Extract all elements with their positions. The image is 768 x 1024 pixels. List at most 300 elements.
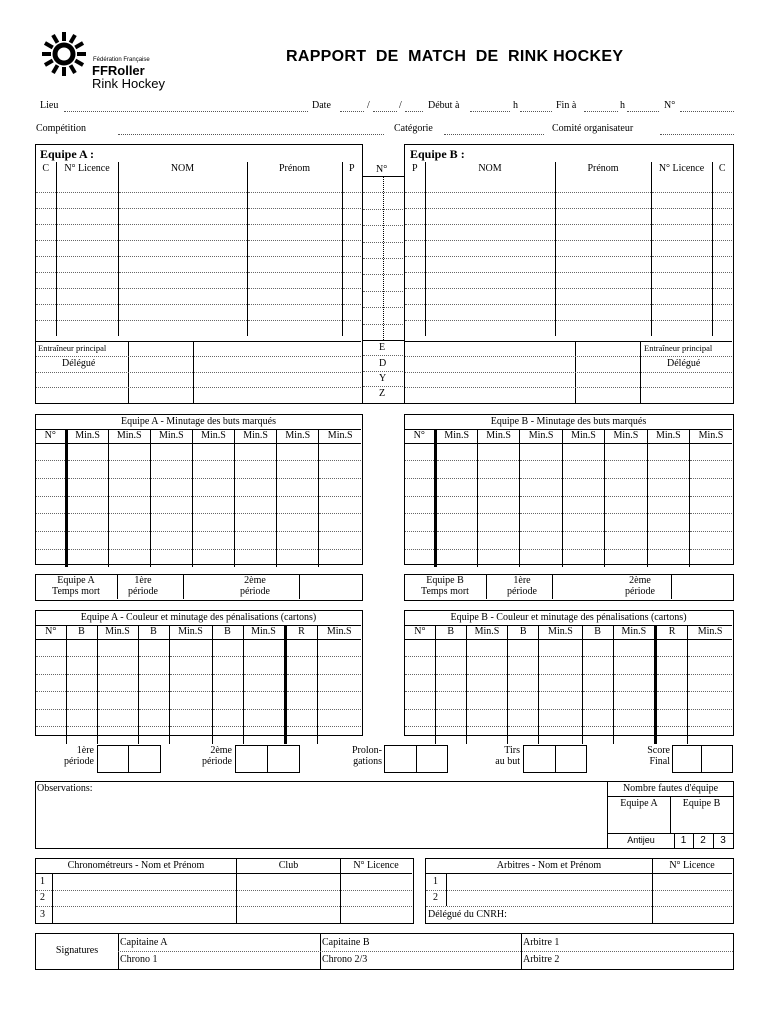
penalties-cell[interactable] (613, 639, 655, 657)
antijeu-1[interactable]: 1 (680, 835, 687, 846)
goals-cell[interactable] (150, 443, 192, 461)
date-month-field[interactable] (373, 111, 397, 112)
roster-cell[interactable] (56, 304, 118, 320)
score-final-a[interactable] (672, 745, 702, 773)
penalties-cell[interactable] (688, 657, 732, 675)
roster-cell[interactable] (56, 288, 118, 304)
roster-cell[interactable] (425, 224, 555, 240)
goals-row[interactable] (405, 531, 732, 549)
penalties-cell[interactable] (508, 639, 539, 657)
goals-cell[interactable] (562, 531, 604, 549)
roster-cell[interactable] (651, 224, 712, 240)
goals-row[interactable] (36, 478, 361, 496)
goals-cell[interactable] (435, 461, 477, 479)
goals-cell[interactable] (477, 496, 519, 514)
roster-row[interactable] (405, 224, 732, 240)
penalties-cell[interactable] (138, 692, 169, 710)
goals-cell[interactable] (520, 478, 562, 496)
penalties-cell[interactable] (36, 674, 66, 692)
penalties-cell[interactable] (169, 674, 212, 692)
goals-cell[interactable] (477, 514, 519, 532)
team-b-goals-table[interactable] (405, 429, 732, 567)
goals-cell[interactable] (36, 531, 66, 549)
penalties-row[interactable] (36, 657, 361, 675)
goals-cell[interactable] (150, 478, 192, 496)
roster-cell[interactable] (712, 192, 732, 208)
penalties-row[interactable] (405, 639, 732, 657)
goals-cell[interactable] (520, 514, 562, 532)
penalties-row[interactable] (405, 674, 732, 692)
goals-cell[interactable] (192, 461, 234, 479)
goals-cell[interactable] (277, 531, 319, 549)
goals-cell[interactable] (647, 461, 689, 479)
roster-cell[interactable] (555, 176, 651, 192)
roster-cell[interactable] (712, 272, 732, 288)
goals-cell[interactable] (36, 443, 66, 461)
roster-cell[interactable] (118, 272, 247, 288)
penalties-cell[interactable] (243, 657, 285, 675)
penalties-cell[interactable] (97, 692, 138, 710)
goals-cell[interactable] (192, 478, 234, 496)
goals-row[interactable] (36, 496, 361, 514)
goals-cell[interactable] (319, 478, 361, 496)
roster-row[interactable] (405, 176, 732, 192)
roster-cell[interactable] (342, 304, 361, 320)
penalties-cell[interactable] (405, 674, 435, 692)
roster-cell[interactable] (712, 320, 732, 336)
roster-row[interactable] (405, 272, 732, 288)
signature-chrono-23[interactable]: Chrono 2/3 (322, 954, 368, 965)
roster-cell[interactable] (342, 224, 361, 240)
roster-cell[interactable] (405, 208, 425, 224)
penalties-cell[interactable] (582, 674, 613, 692)
goals-row[interactable] (405, 496, 732, 514)
penalties-cell[interactable] (36, 657, 66, 675)
penalties-cell[interactable] (317, 709, 361, 727)
penalties-cell[interactable] (66, 674, 97, 692)
roster-row[interactable] (36, 304, 361, 320)
date-year-field[interactable] (405, 111, 423, 112)
roster-cell[interactable] (651, 272, 712, 288)
roster-cell[interactable] (342, 288, 361, 304)
goals-row[interactable] (36, 531, 361, 549)
goals-cell[interactable] (435, 531, 477, 549)
roster-cell[interactable] (405, 288, 425, 304)
goals-cell[interactable] (66, 461, 108, 479)
goals-cell[interactable] (319, 531, 361, 549)
goals-cell[interactable] (435, 549, 477, 567)
penalties-cell[interactable] (138, 639, 169, 657)
roster-cell[interactable] (425, 304, 555, 320)
score-p1-a[interactable] (97, 745, 129, 773)
team-a-rows[interactable] (36, 176, 361, 336)
penalties-cell[interactable] (212, 639, 243, 657)
penalties-cell[interactable] (243, 639, 285, 657)
penalties-cell[interactable] (435, 727, 466, 745)
roster-cell[interactable] (247, 240, 342, 256)
roster-cell[interactable] (36, 224, 56, 240)
roster-cell[interactable] (651, 288, 712, 304)
goals-cell[interactable] (405, 514, 435, 532)
middle-number-rows[interactable] (363, 176, 405, 340)
goals-cell[interactable] (36, 496, 66, 514)
penalties-cell[interactable] (97, 709, 138, 727)
roster-cell[interactable] (651, 304, 712, 320)
goals-cell[interactable] (235, 478, 277, 496)
goals-cell[interactable] (562, 514, 604, 532)
penalties-row[interactable] (36, 639, 361, 657)
penalties-cell[interactable] (212, 674, 243, 692)
goals-cell[interactable] (405, 496, 435, 514)
roster-cell[interactable] (405, 224, 425, 240)
lieu-field[interactable] (64, 111, 308, 112)
roster-cell[interactable] (118, 208, 247, 224)
roster-cell[interactable] (247, 176, 342, 192)
goals-cell[interactable] (66, 478, 108, 496)
goals-cell[interactable] (319, 496, 361, 514)
penalties-cell[interactable] (613, 657, 655, 675)
score-p1-b[interactable] (128, 745, 161, 773)
roster-cell[interactable] (247, 320, 342, 336)
goals-cell[interactable] (319, 461, 361, 479)
goals-cell[interactable] (277, 496, 319, 514)
goals-cell[interactable] (477, 531, 519, 549)
penalties-cell[interactable] (285, 727, 317, 745)
penalties-cell[interactable] (212, 709, 243, 727)
roster-cell[interactable] (712, 288, 732, 304)
penalties-cell[interactable] (169, 657, 212, 675)
observations-box[interactable] (35, 781, 734, 849)
goals-cell[interactable] (647, 496, 689, 514)
signature-arbitre-1[interactable]: Arbitre 1 (523, 937, 560, 948)
goals-cell[interactable] (647, 443, 689, 461)
roster-cell[interactable] (425, 272, 555, 288)
penalties-cell[interactable] (435, 657, 466, 675)
penalties-cell[interactable] (688, 709, 732, 727)
penalties-cell[interactable] (317, 657, 361, 675)
goals-cell[interactable] (477, 443, 519, 461)
penalties-row[interactable] (405, 657, 732, 675)
roster-cell[interactable] (405, 240, 425, 256)
roster-cell[interactable] (247, 288, 342, 304)
goals-cell[interactable] (108, 443, 150, 461)
penalties-cell[interactable] (405, 727, 435, 745)
goals-cell[interactable] (477, 549, 519, 567)
goals-cell[interactable] (562, 461, 604, 479)
score-final-b[interactable] (701, 745, 733, 773)
penalties-cell[interactable] (655, 639, 687, 657)
penalties-cell[interactable] (169, 709, 212, 727)
penalties-row[interactable] (36, 709, 361, 727)
penalties-cell[interactable] (66, 709, 97, 727)
roster-cell[interactable] (425, 320, 555, 336)
roster-cell[interactable] (555, 256, 651, 272)
penalties-cell[interactable] (688, 674, 732, 692)
goals-row[interactable] (405, 461, 732, 479)
penalties-cell[interactable] (243, 709, 285, 727)
goals-cell[interactable] (605, 514, 647, 532)
penalties-cell[interactable] (582, 657, 613, 675)
roster-cell[interactable] (712, 176, 732, 192)
roster-row[interactable] (405, 208, 732, 224)
signature-capitaine-b[interactable]: Capitaine B (322, 937, 370, 948)
roster-cell[interactable] (555, 240, 651, 256)
roster-cell[interactable] (712, 256, 732, 272)
goals-cell[interactable] (520, 461, 562, 479)
goals-cell[interactable] (235, 514, 277, 532)
penalties-cell[interactable] (36, 727, 66, 745)
goals-cell[interactable] (66, 514, 108, 532)
penalties-cell[interactable] (66, 639, 97, 657)
score-p2-a[interactable] (235, 745, 268, 773)
roster-cell[interactable] (118, 320, 247, 336)
goals-cell[interactable] (605, 531, 647, 549)
penalties-cell[interactable] (539, 674, 582, 692)
penalties-cell[interactable] (613, 692, 655, 710)
penalties-cell[interactable] (138, 674, 169, 692)
goals-cell[interactable] (690, 514, 732, 532)
team-b-penalties-table[interactable] (405, 625, 732, 744)
penalties-cell[interactable] (435, 639, 466, 657)
debut-min-field[interactable] (520, 111, 552, 112)
roster-row[interactable] (36, 320, 361, 336)
goals-cell[interactable] (435, 496, 477, 514)
penalties-cell[interactable] (508, 727, 539, 745)
fin-min-field[interactable] (627, 111, 659, 112)
goals-cell[interactable] (690, 531, 732, 549)
signature-arbitre-2[interactable]: Arbitre 2 (523, 954, 560, 965)
score-p2-b[interactable] (267, 745, 300, 773)
penalties-cell[interactable] (138, 657, 169, 675)
goals-cell[interactable] (235, 549, 277, 567)
goals-cell[interactable] (150, 549, 192, 567)
roster-cell[interactable] (118, 256, 247, 272)
score-prol-b[interactable] (416, 745, 448, 773)
roster-cell[interactable] (405, 272, 425, 288)
penalties-row[interactable] (36, 692, 361, 710)
penalties-cell[interactable] (466, 639, 507, 657)
goals-cell[interactable] (108, 531, 150, 549)
roster-cell[interactable] (247, 272, 342, 288)
roster-cell[interactable] (651, 256, 712, 272)
penalties-cell[interactable] (405, 692, 435, 710)
roster-cell[interactable] (56, 224, 118, 240)
goals-cell[interactable] (605, 461, 647, 479)
roster-cell[interactable] (651, 208, 712, 224)
goals-cell[interactable] (690, 549, 732, 567)
penalties-cell[interactable] (66, 657, 97, 675)
goals-cell[interactable] (435, 443, 477, 461)
roster-cell[interactable] (712, 224, 732, 240)
goals-cell[interactable] (520, 496, 562, 514)
roster-cell[interactable] (342, 176, 361, 192)
roster-cell[interactable] (118, 176, 247, 192)
penalties-cell[interactable] (539, 709, 582, 727)
penalties-cell[interactable] (212, 692, 243, 710)
roster-cell[interactable] (555, 208, 651, 224)
penalties-cell[interactable] (285, 692, 317, 710)
roster-row[interactable] (405, 256, 732, 272)
team-a-goals-table[interactable] (36, 429, 361, 567)
roster-cell[interactable] (405, 256, 425, 272)
roster-cell[interactable] (36, 240, 56, 256)
penalties-cell[interactable] (36, 709, 66, 727)
goals-cell[interactable] (108, 496, 150, 514)
penalties-cell[interactable] (138, 727, 169, 745)
goals-cell[interactable] (435, 514, 477, 532)
goals-cell[interactable] (66, 443, 108, 461)
roster-cell[interactable] (118, 192, 247, 208)
roster-cell[interactable] (36, 208, 56, 224)
roster-cell[interactable] (425, 192, 555, 208)
goals-cell[interactable] (562, 549, 604, 567)
roster-cell[interactable] (56, 176, 118, 192)
roster-cell[interactable] (247, 208, 342, 224)
penalties-cell[interactable] (317, 639, 361, 657)
roster-cell[interactable] (247, 256, 342, 272)
goals-cell[interactable] (108, 461, 150, 479)
roster-cell[interactable] (651, 320, 712, 336)
goals-cell[interactable] (520, 549, 562, 567)
roster-cell[interactable] (555, 304, 651, 320)
roster-cell[interactable] (712, 208, 732, 224)
roster-cell[interactable] (555, 320, 651, 336)
goals-cell[interactable] (605, 478, 647, 496)
team-b-rows[interactable] (405, 176, 732, 336)
goals-cell[interactable] (690, 461, 732, 479)
score-tirs-a[interactable] (523, 745, 556, 773)
penalties-cell[interactable] (466, 727, 507, 745)
debut-hour-field[interactable] (470, 111, 510, 112)
roster-cell[interactable] (712, 240, 732, 256)
roster-cell[interactable] (425, 240, 555, 256)
goals-row[interactable] (36, 461, 361, 479)
penalties-cell[interactable] (317, 727, 361, 745)
score-tirs-b[interactable] (555, 745, 587, 773)
penalties-cell[interactable] (688, 727, 732, 745)
penalties-cell[interactable] (97, 727, 138, 745)
penalties-cell[interactable] (466, 657, 507, 675)
penalties-cell[interactable] (688, 639, 732, 657)
penalties-cell[interactable] (97, 639, 138, 657)
roster-cell[interactable] (247, 224, 342, 240)
roster-cell[interactable] (405, 320, 425, 336)
goals-cell[interactable] (66, 496, 108, 514)
penalties-row[interactable] (405, 727, 732, 745)
penalties-cell[interactable] (285, 674, 317, 692)
goals-cell[interactable] (277, 461, 319, 479)
goals-cell[interactable] (520, 443, 562, 461)
roster-row[interactable] (36, 272, 361, 288)
penalties-cell[interactable] (655, 709, 687, 727)
penalties-cell[interactable] (466, 674, 507, 692)
penalties-cell[interactable] (66, 692, 97, 710)
goals-row[interactable] (36, 514, 361, 532)
roster-cell[interactable] (36, 176, 56, 192)
goals-cell[interactable] (562, 496, 604, 514)
penalties-row[interactable] (405, 709, 732, 727)
goals-cell[interactable] (690, 443, 732, 461)
roster-row[interactable] (405, 240, 732, 256)
roster-cell[interactable] (56, 192, 118, 208)
roster-cell[interactable] (56, 208, 118, 224)
penalties-cell[interactable] (539, 657, 582, 675)
penalties-cell[interactable] (688, 692, 732, 710)
roster-cell[interactable] (425, 176, 555, 192)
roster-cell[interactable] (651, 240, 712, 256)
goals-cell[interactable] (36, 549, 66, 567)
goals-row[interactable] (36, 549, 361, 567)
penalties-cell[interactable] (582, 692, 613, 710)
penalties-cell[interactable] (655, 692, 687, 710)
fin-hour-field[interactable] (584, 111, 618, 112)
penalties-cell[interactable] (508, 674, 539, 692)
penalties-cell[interactable] (655, 657, 687, 675)
goals-cell[interactable] (477, 461, 519, 479)
goals-cell[interactable] (150, 531, 192, 549)
goals-cell[interactable] (477, 478, 519, 496)
roster-row[interactable] (36, 192, 361, 208)
roster-row[interactable] (36, 288, 361, 304)
penalties-cell[interactable] (97, 657, 138, 675)
penalties-cell[interactable] (582, 727, 613, 745)
penalties-cell[interactable] (405, 657, 435, 675)
roster-cell[interactable] (342, 256, 361, 272)
goals-cell[interactable] (405, 443, 435, 461)
penalties-cell[interactable] (317, 674, 361, 692)
goals-cell[interactable] (435, 478, 477, 496)
roster-cell[interactable] (247, 304, 342, 320)
penalties-cell[interactable] (138, 709, 169, 727)
roster-cell[interactable] (342, 272, 361, 288)
penalties-cell[interactable] (66, 727, 97, 745)
penalties-cell[interactable] (508, 692, 539, 710)
roster-cell[interactable] (36, 256, 56, 272)
penalties-cell[interactable] (36, 692, 66, 710)
goals-row[interactable] (405, 443, 732, 461)
date-day-field[interactable] (340, 111, 364, 112)
penalties-cell[interactable] (655, 674, 687, 692)
penalties-cell[interactable] (285, 657, 317, 675)
roster-cell[interactable] (405, 176, 425, 192)
roster-cell[interactable] (712, 304, 732, 320)
penalties-cell[interactable] (508, 657, 539, 675)
goals-cell[interactable] (605, 549, 647, 567)
roster-cell[interactable] (425, 208, 555, 224)
goals-row[interactable] (405, 549, 732, 567)
penalties-cell[interactable] (169, 639, 212, 657)
roster-row[interactable] (36, 256, 361, 272)
goals-cell[interactable] (277, 478, 319, 496)
penalties-cell[interactable] (539, 639, 582, 657)
roster-cell[interactable] (555, 272, 651, 288)
goals-cell[interactable] (108, 478, 150, 496)
roster-cell[interactable] (56, 256, 118, 272)
goals-cell[interactable] (150, 461, 192, 479)
roster-cell[interactable] (342, 240, 361, 256)
goals-cell[interactable] (605, 443, 647, 461)
penalties-cell[interactable] (169, 727, 212, 745)
competition-field[interactable] (118, 134, 384, 135)
penalties-cell[interactable] (539, 692, 582, 710)
goals-cell[interactable] (235, 461, 277, 479)
penalties-cell[interactable] (405, 709, 435, 727)
penalties-cell[interactable] (405, 639, 435, 657)
categorie-field[interactable] (444, 134, 544, 135)
penalties-cell[interactable] (466, 709, 507, 727)
roster-cell[interactable] (56, 272, 118, 288)
roster-cell[interactable] (36, 304, 56, 320)
